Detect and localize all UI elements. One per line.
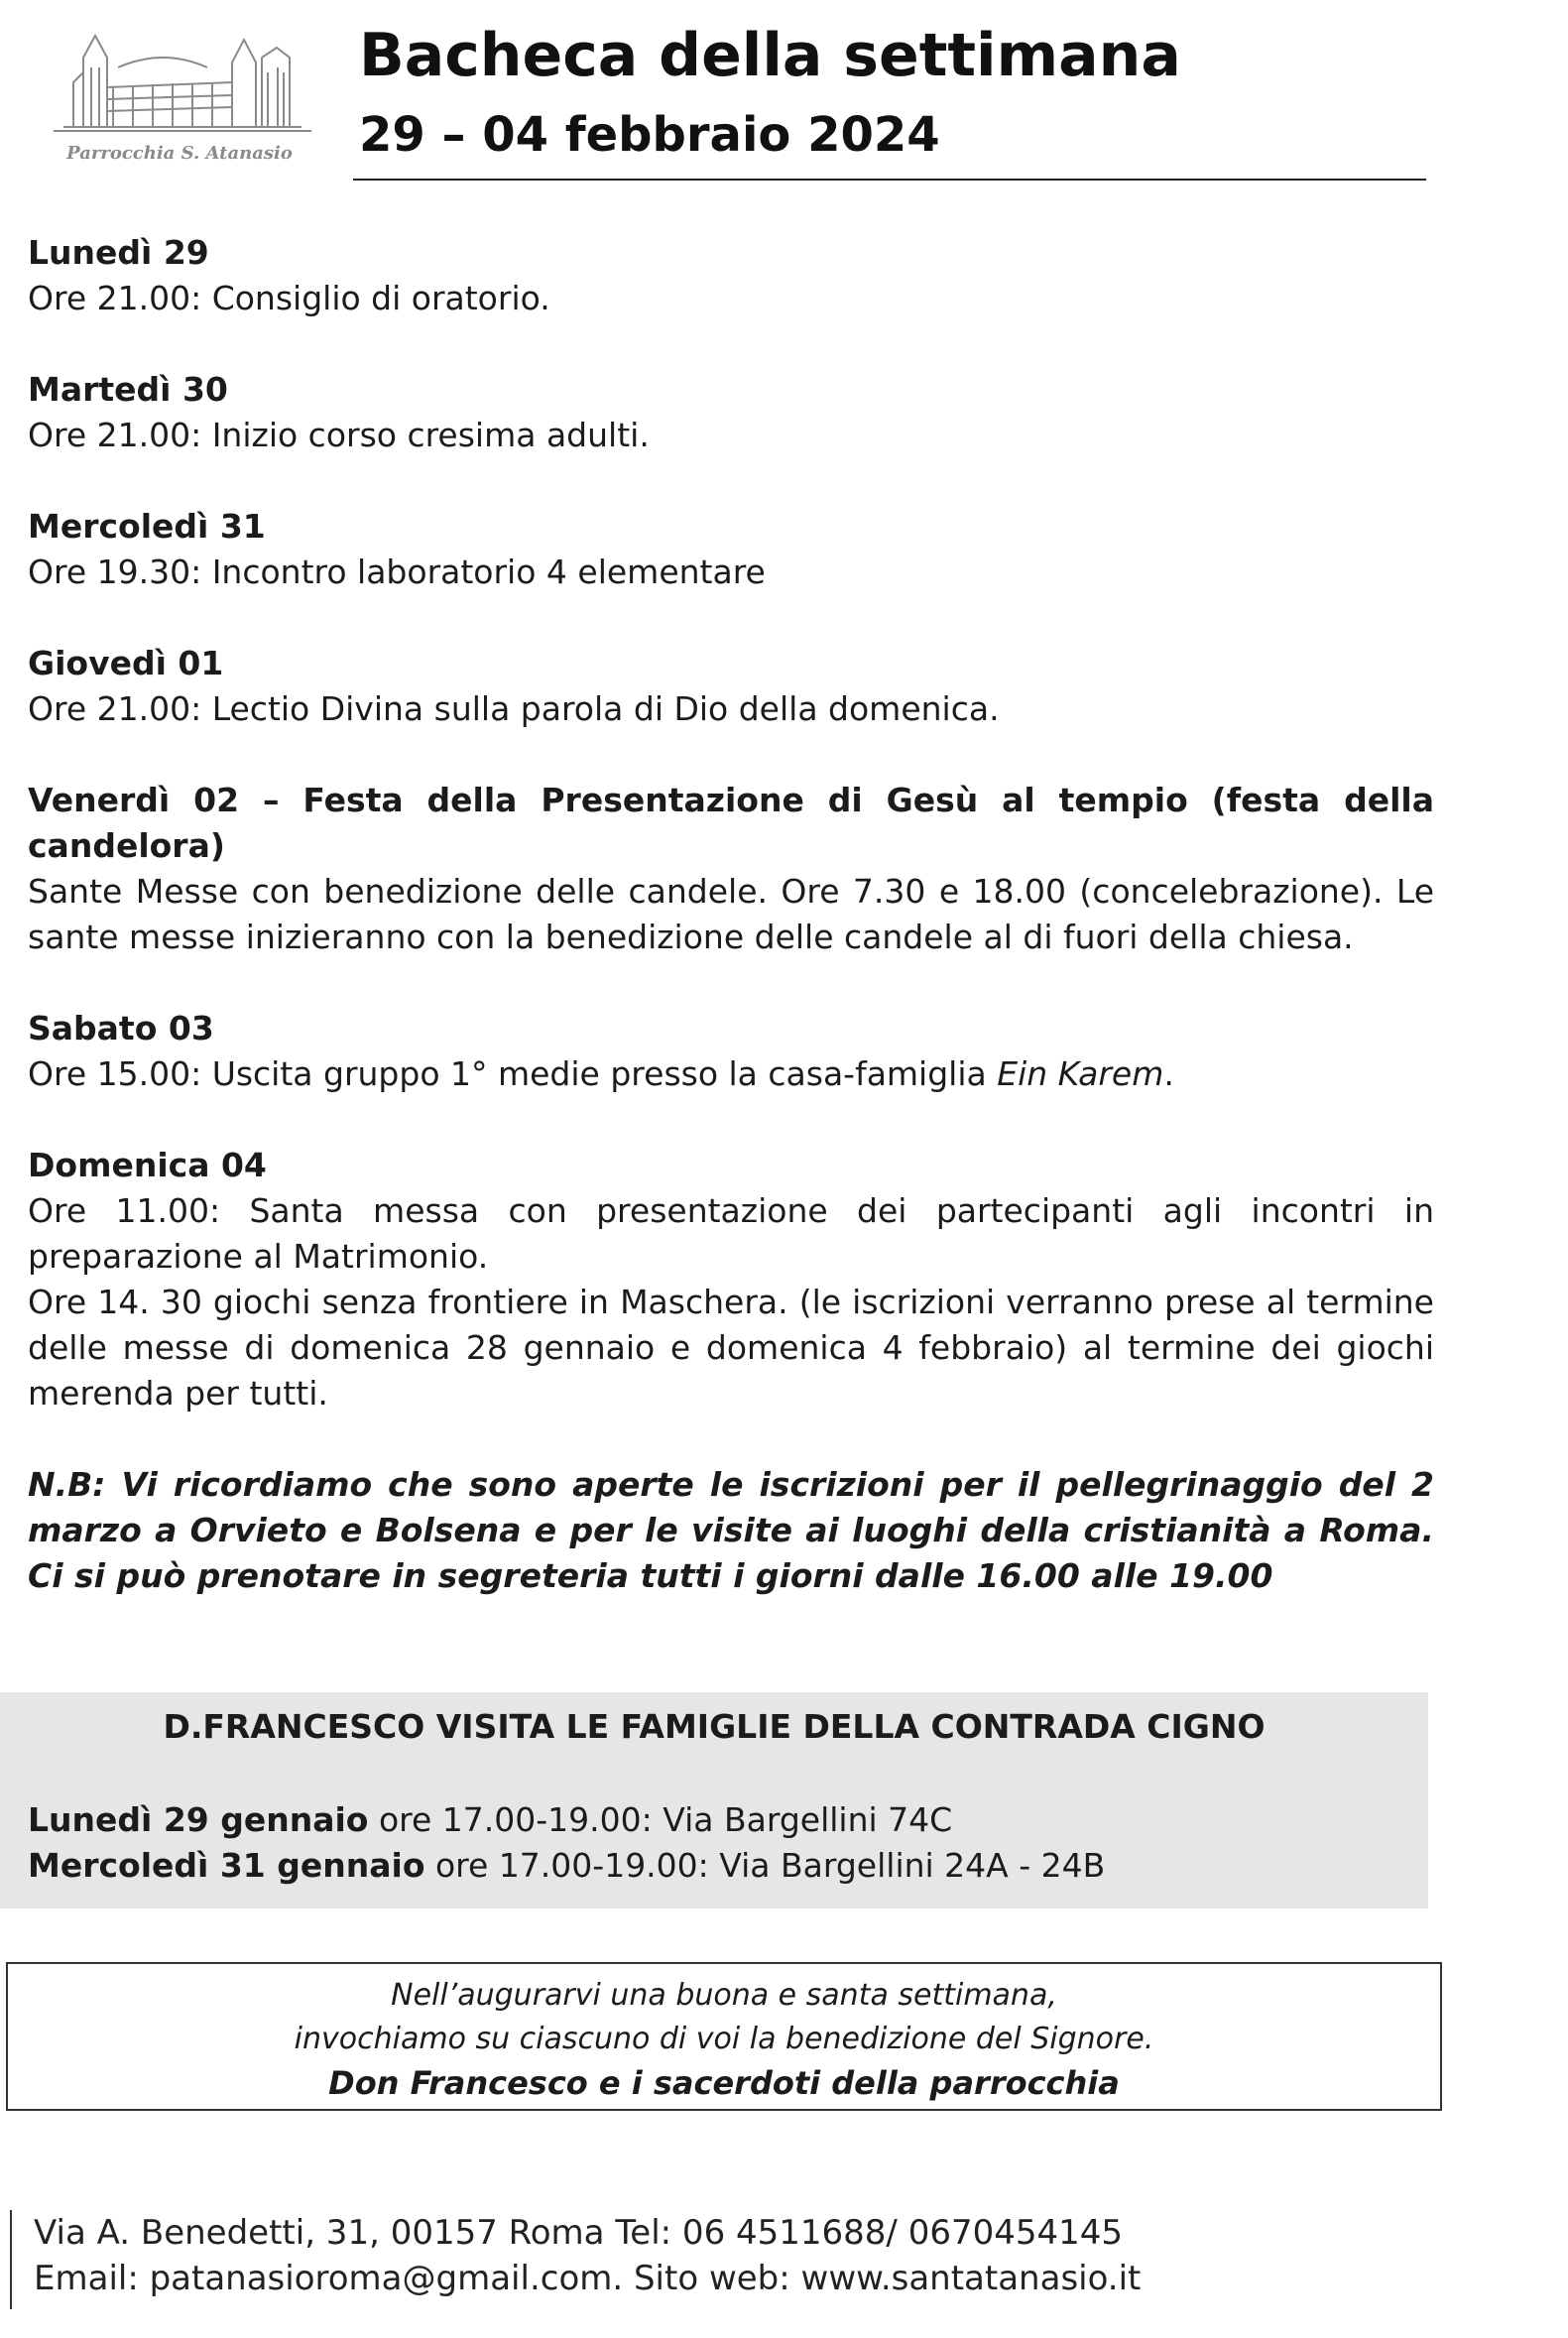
day-event: Ore 21.00: Inizio corso cresima adulti. [28,416,650,454]
day-title: Sabato 03 [28,1009,214,1047]
visit-day: Lunedì 29 gennaio [28,1800,369,1839]
day-event: Ore 19.30: Incontro laboratorio 4 elementare [28,553,766,591]
visit-detail: ore 17.00-19.00: Via Bargellini 74C [368,1800,953,1839]
footer-address: Via A. Benedetti, 31, 00157 Roma Tel: 06 4511688/ 0670454145 [34,2213,1124,2253]
visit-day: Mercoledì 31 gennaio [28,1846,425,1885]
day-title: Lunedì 29 [28,233,209,272]
day-event: Ore 21.00: Lectio Divina sulla parola di Dio della domenica. [28,689,1000,728]
page-subtitle: 29 – 04 febbraio 2024 [359,107,940,163]
weekly-schedule [28,230,1434,1599]
footer-web: Email: patanasioroma@gmail.com. Sito web: www.santatanasio.it [34,2259,1142,2298]
event-text: Ore 15.00: Uscita gruppo 1° medie presso la casa-famiglia [28,1054,998,1093]
family-visit-box [0,1692,1428,1908]
event-text-end: . [1163,1054,1174,1093]
day-title: Martedì 30 [28,370,228,409]
visit-detail: ore 17.00-19.00: Via Bargellini 24A - 24B [424,1846,1106,1885]
day-title: Venerdì 02 – Festa della Presentazione di Gesù al tempio (festa della candelora) [28,781,1434,865]
page-title: Bacheca della settimana [359,21,1181,90]
day-title: Domenica 04 [28,1146,267,1184]
day-title: Mercoledì 31 [28,507,266,546]
page-header [0,0,1568,188]
day-wednesday [28,504,1434,595]
day-tuesday [28,367,1434,458]
day-sunday [28,1143,1434,1416]
day-event: Sante Messe con benedizione delle candele. Ore 7.30 e 18.00 (concelebrazione). Le sante messe inizieranno con la benedizione delle candele al di fuori della chiesa. [28,872,1434,956]
day-title: Giovedì 01 [28,644,224,682]
day-monday [28,230,1434,321]
church-sketch-icon [34,28,321,147]
day-event [28,1051,1434,1097]
day-event: Ore 21.00: Consiglio di oratorio. [28,279,550,317]
contact-footer [10,2210,1141,2309]
day-thursday [28,641,1434,732]
visit-title: D.FRANCESCO VISITA LE FAMIGLIE DELLA CONTRADA CIGNO [163,1707,1266,1746]
closing-signature: Don Francesco e i sacerdoti della parrocchia [328,2064,1120,2102]
day-friday [28,778,1434,960]
closing-message [6,1962,1442,2111]
nb-notice: N.B: Vi ricordiamo che sono aperte le iscrizioni per il pellegrinaggio del 2 marzo a Orvieto e Bolsena e per le visite ai luoghi della cristianità a Roma. Ci si può prenotare in segreteria tutti i giorni dalle 16.00 alle 19.00 [28,1465,1434,1595]
day-saturday [28,1006,1434,1097]
visit-row [28,1843,1105,1889]
header-divider [353,179,1426,181]
event-place: Ein Karem [997,1054,1164,1093]
day-event: Ore 11.00: Santa messa con presentazione dei partecipanti agli incontri in preparazione al Matrimonio. [28,1191,1434,1276]
parish-logo [34,28,321,177]
logo-text: Parrocchia S. Atanasio [66,143,293,164]
visit-row [28,1797,1105,1843]
closing-line: invochiamo su ciascuno di voi la benedizione del Signore. [294,2022,1154,2056]
day-event: Ore 14. 30 giochi senza frontiere in Maschera. (le iscrizioni verranno prese al termine delle messe di domenica 28 gennaio e domenica 4 febbraio) al termine dei giochi merenda per tutti. [28,1283,1434,1413]
closing-line: Nell’augurarvi una buona e santa settimana, [391,1978,1057,2013]
visit-schedule [28,1797,1105,1889]
